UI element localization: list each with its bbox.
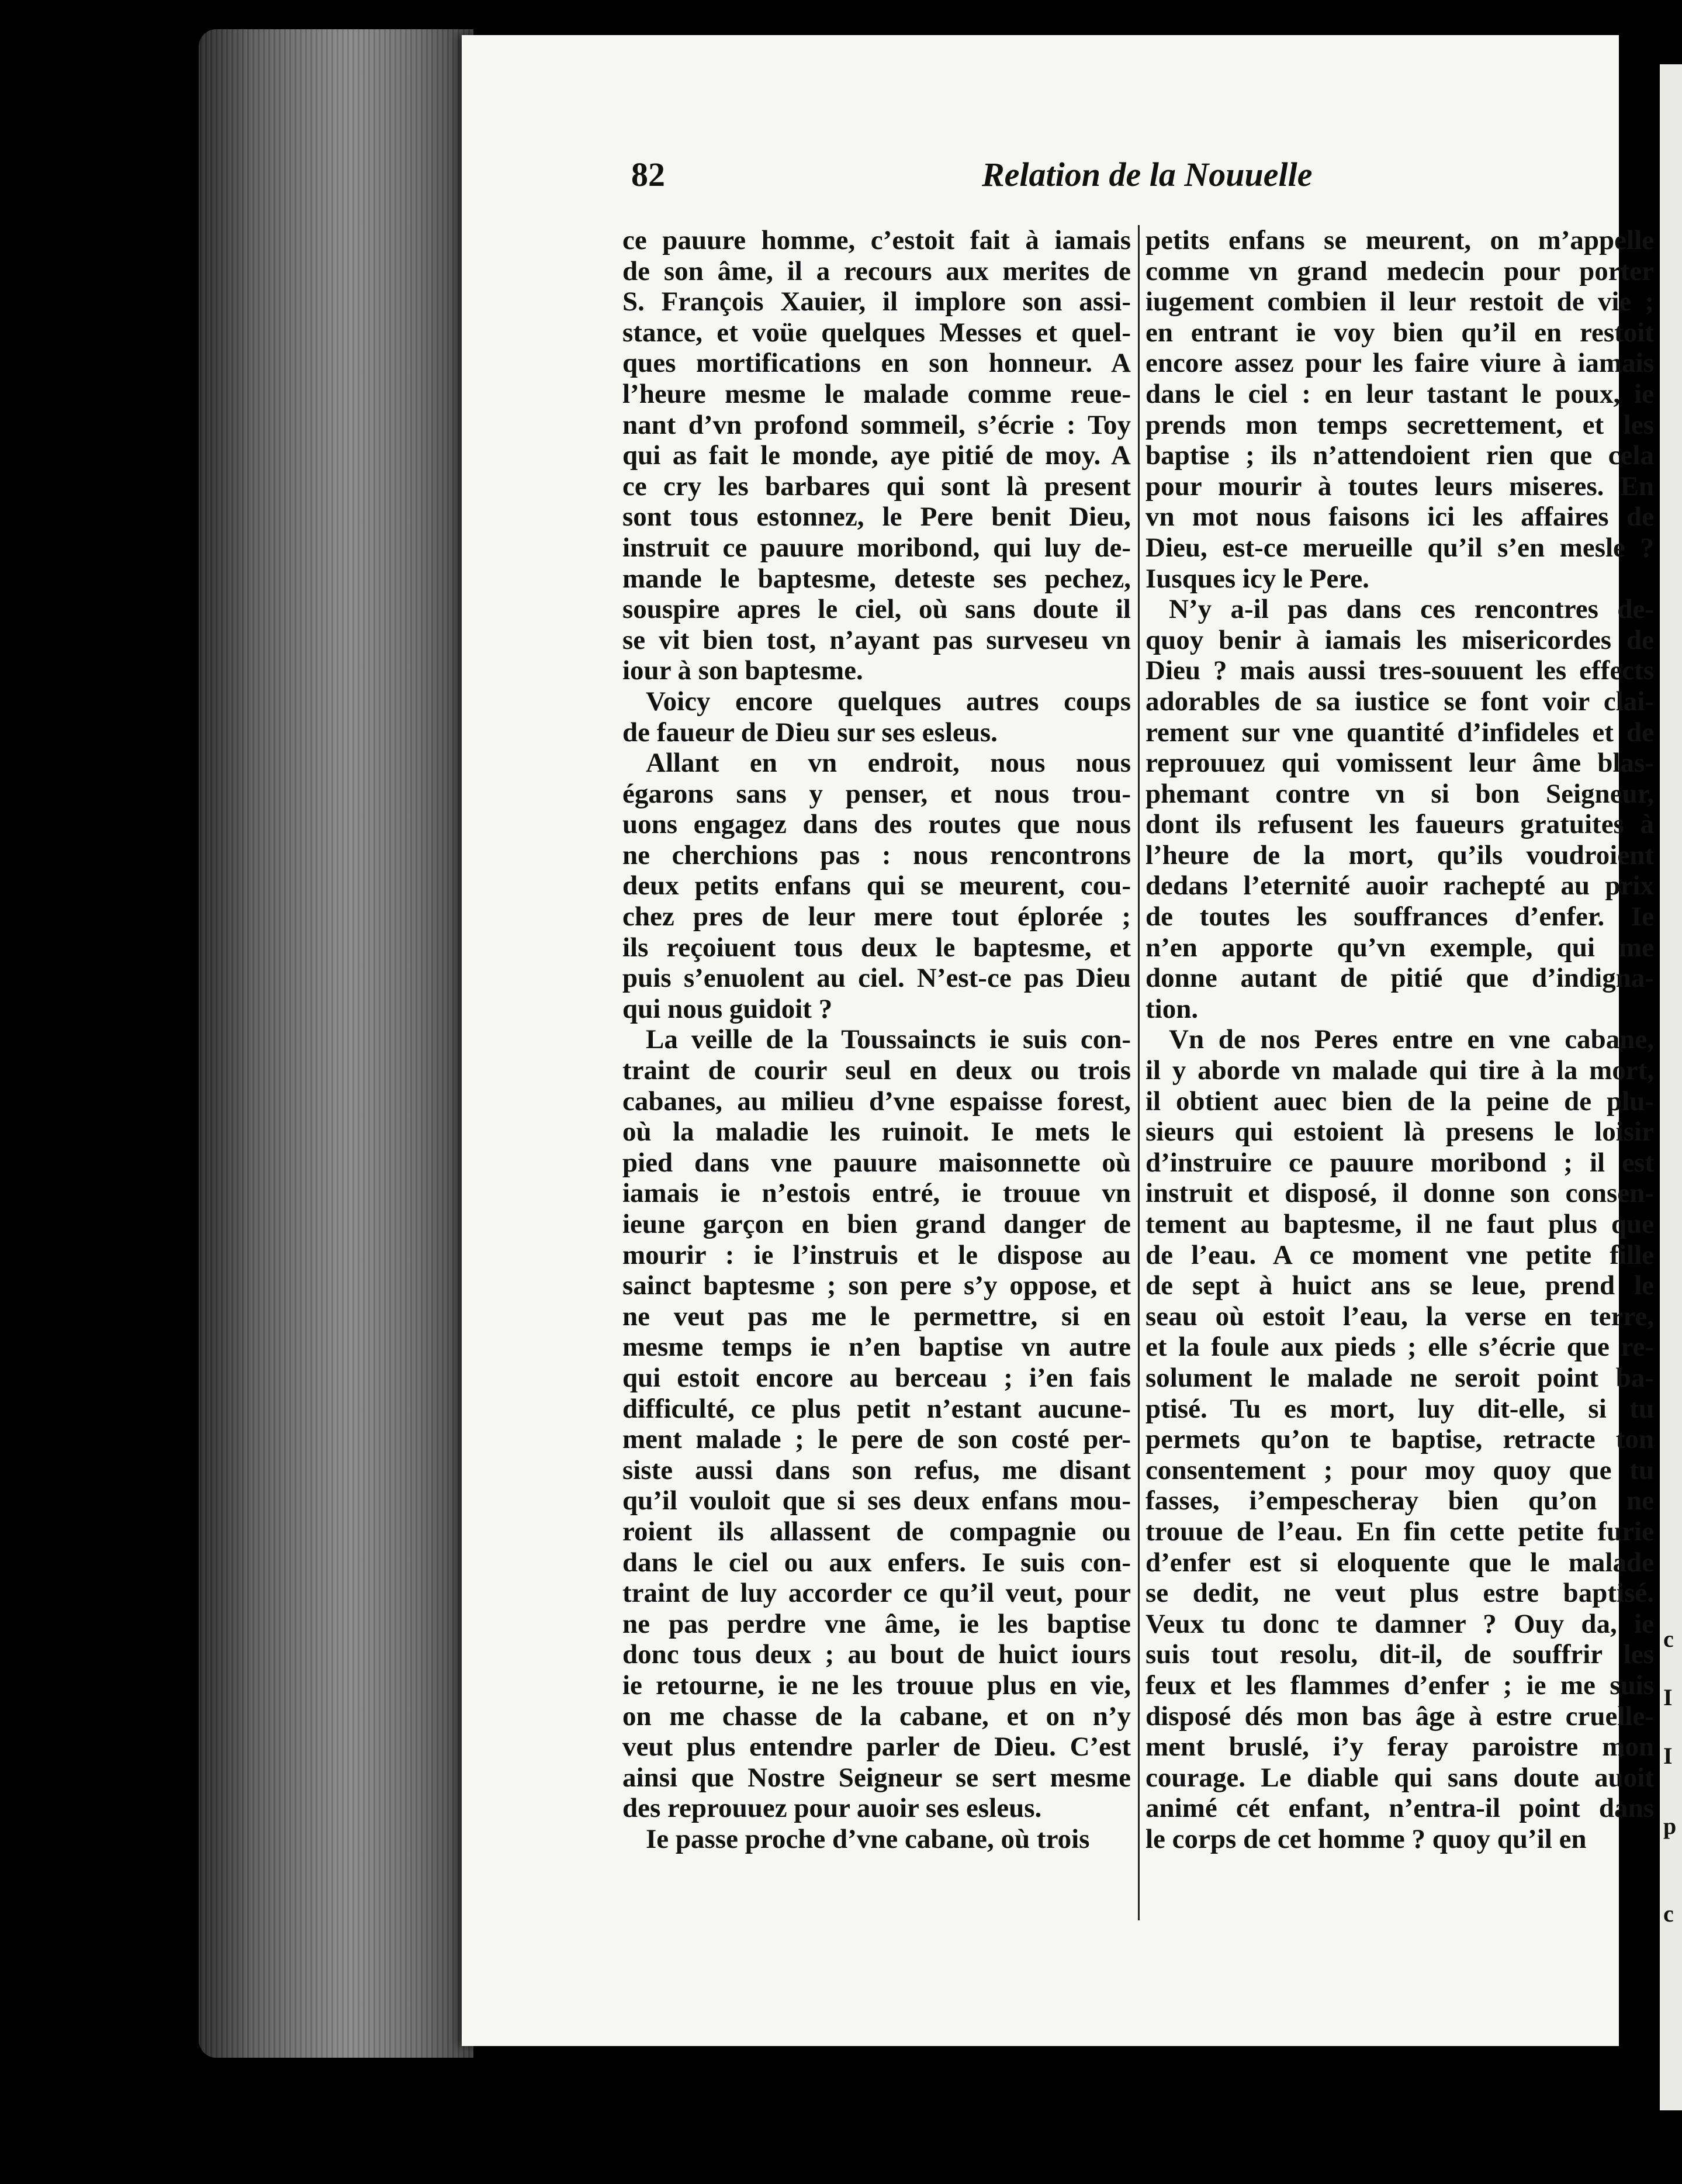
text-line: Allant en vn endroit, nous nous xyxy=(646,748,1131,779)
text-line: baptise ; ils n’attendoient rien que cela xyxy=(1145,440,1654,471)
text-line: égarons sans y penser, et nous trou- xyxy=(622,778,1131,809)
text-line: quoy benir à iamais les misericordes de xyxy=(1145,624,1654,655)
text-line: mande le baptesme, deteste ses pechez, xyxy=(622,563,1131,594)
text-line: disposé dés mon bas âge à estre cruelle- xyxy=(1145,1701,1654,1732)
text-line: petits enfans se meurent, on m’appelle xyxy=(1145,225,1654,255)
adjacent-fragment: c xyxy=(1663,1900,1674,1927)
text-line: trouue de l’eau. En fin cette petite furie xyxy=(1145,1516,1654,1547)
text-line: instruit et disposé, il donne son consen- xyxy=(1145,1178,1654,1209)
text-line: vn mot nous faisons ici les affaires de xyxy=(1145,502,1654,533)
text-line: d’instruire ce pauure moribond ; il est xyxy=(1145,1147,1654,1178)
text-column-left xyxy=(622,225,1131,1854)
text-line: qui estoit encore au berceau ; i’en fais xyxy=(622,1362,1131,1393)
text-line: courage. Le diable qui sans doute auoit xyxy=(1145,1762,1654,1793)
text-line: consentement ; pour moy quoy que tu xyxy=(1145,1454,1654,1485)
text-column-right xyxy=(1145,225,1654,1854)
text-line: permets qu’on te baptise, retracte ton xyxy=(1145,1424,1654,1455)
text-line: qui as fait le monde, aye pitié de moy. A xyxy=(622,440,1131,471)
text-line: d’enfer est si eloquente que le malade xyxy=(1145,1547,1654,1578)
text-line: sainct baptesme ; son pere s’y oppose, et xyxy=(622,1270,1131,1301)
text-line: Vn de nos Peres entre en vne cabane, xyxy=(1169,1024,1654,1055)
text-line: de son âme, il a recours aux merites de xyxy=(622,255,1131,286)
text-line: siste aussi dans son refus, me disant xyxy=(622,1454,1131,1485)
text-line: sieurs qui estoient là presens le loisir xyxy=(1145,1117,1654,1148)
text-line: Dieu, est-ce merueille qu’il s’en mesle ? xyxy=(1145,532,1654,563)
text-line: n’en apporte qu’vn exemple, qui me xyxy=(1145,932,1654,963)
text-line: La veille de la Toussaincts ie suis con- xyxy=(646,1024,1131,1055)
text-line: stance, et voüe quelques Messes et quel- xyxy=(622,317,1131,348)
text-line: reprouuez qui vomissent leur âme blas- xyxy=(1145,748,1654,779)
text-line: tion. xyxy=(1145,993,1199,1024)
text-line: fasses, i’empescheray bien qu’on ne xyxy=(1145,1485,1654,1516)
text-line: comme vn grand medecin pour porter xyxy=(1145,255,1654,286)
text-line: ils reçoiuent tous deux le baptesme, et xyxy=(622,932,1131,963)
text-line: dedans l’eternité auoir rachepté au prix xyxy=(1145,870,1654,901)
text-line: adorables de sa iustice se font voir clai- xyxy=(1145,686,1654,717)
adjacent-fragment: p xyxy=(1663,1813,1677,1839)
text-line: l’heure mesme le malade comme reue- xyxy=(622,378,1131,409)
text-line: donc tous deux ; au bout de huict iours xyxy=(622,1639,1131,1670)
running-title: Relation de la Nouuelle xyxy=(982,155,1313,193)
text-line: tement au baptesme, il ne faut plus que xyxy=(1145,1209,1654,1239)
text-line: ment bruslé, i’y feray paroistre mon xyxy=(1145,1732,1654,1763)
text-line: l’heure de la mort, qu’ils voudroient xyxy=(1145,839,1654,870)
text-line: de toutes les souffrances d’enfer. Ie xyxy=(1145,901,1654,932)
text-line: mourir : ie l’instruis et le dispose au xyxy=(622,1239,1131,1270)
text-line: nant d’vn profond sommeil, s’écrie : Toy xyxy=(622,409,1131,440)
text-line: de l’eau. A ce moment vne petite fille xyxy=(1145,1239,1654,1270)
text-line: qu’il vouloit que si ses deux enfans mou- xyxy=(622,1485,1131,1516)
text-line: seau où estoit l’eau, la verse en terre, xyxy=(1145,1301,1654,1332)
text-line: se vit bien tost, n’ayant pas surveseu vn xyxy=(622,624,1131,655)
text-line: encore assez pour les faire viure à iamais xyxy=(1145,348,1654,379)
text-line: le corps de cet homme ? quoy qu’il en xyxy=(1145,1823,1587,1854)
text-line: ce cry les barbares qui sont là present xyxy=(622,471,1131,502)
text-line: traint de courir seul en deux ou trois xyxy=(622,1055,1131,1086)
text-line: iugement combien il leur restoit de vie ; xyxy=(1145,286,1654,317)
text-line: ptisé. Tu es mort, luy dit-elle, si tu xyxy=(1145,1393,1654,1424)
text-line: Ie passe proche d’vne cabane, où trois xyxy=(646,1823,1090,1854)
text-line: iamais ie n’estois entré, ie trouue vn xyxy=(622,1178,1131,1209)
text-line: feux et les flammes d’enfer ; ie me suis xyxy=(1145,1670,1654,1701)
text-line: où la maladie les ruinoit. Ie mets le xyxy=(622,1117,1131,1148)
text-line: veut plus entendre parler de Dieu. C’est xyxy=(622,1732,1131,1763)
text-line: ne pas perdre vne âme, ie les baptise xyxy=(622,1608,1131,1639)
text-line: ne cherchions pas : nous rencontrons xyxy=(622,839,1131,870)
text-line: puis s’enuolent au ciel. N’est-ce pas Dieu xyxy=(622,963,1131,994)
text-line: donne autant de pitié que d’indigna- xyxy=(1145,963,1654,994)
text-line: ce pauure homme, c’estoit fait à iamais xyxy=(622,225,1131,255)
text-line: animé cét enfant, n’entra-il point dans xyxy=(1145,1793,1654,1824)
text-line: de faueur de Dieu sur ses esleus. xyxy=(622,717,998,748)
text-line: en entrant ie voy bien qu’il en restoit xyxy=(1145,317,1654,348)
text-line: dont ils refusent les faueurs gratuites à xyxy=(1145,809,1654,840)
text-line: dans le ciel : en leur tastant le poux, ie xyxy=(1145,378,1654,409)
column-divider xyxy=(1138,225,1140,1920)
text-line: instruit ce pauure moribond, qui luy de- xyxy=(622,532,1131,563)
text-line: se dedit, ne veut plus estre baptisé. xyxy=(1145,1578,1654,1609)
adjacent-page-strip xyxy=(1660,64,1682,2110)
text-line: Dieu ? mais aussi tres-souuent les effects xyxy=(1145,655,1654,686)
text-line: ie retourne, ie ne les trouue plus en vie, xyxy=(622,1670,1131,1701)
text-line: ment malade ; le pere de son costé per- xyxy=(622,1424,1131,1455)
text-line: phemant contre vn si bon Seigneur, xyxy=(1145,778,1654,809)
text-line: souspire apres le ciel, où sans doute il xyxy=(622,594,1131,625)
text-line: Iusques icy le Pere. xyxy=(1145,563,1369,594)
text-line: des reprouuez pour auoir ses esleus. xyxy=(622,1793,1042,1824)
text-line: ainsi que Nostre Seigneur se sert mesme xyxy=(622,1762,1131,1793)
adjacent-fragment: I xyxy=(1663,1743,1673,1769)
text-line: il obtient auec bien de la peine de plu- xyxy=(1145,1086,1654,1117)
text-line: N’y a-il pas dans ces rencontres de- xyxy=(1169,594,1654,625)
text-line: mesme temps ie n’en baptise vn autre xyxy=(622,1332,1131,1363)
text-line: deux petits enfans qui se meurent, cou- xyxy=(622,870,1131,901)
text-line: cabanes, au milieu d’vne espaisse forest, xyxy=(622,1086,1131,1117)
text-line: difficulté, ce plus petit n’estant aucune- xyxy=(622,1393,1131,1424)
text-line: ne veut pas me le permettre, si en xyxy=(622,1301,1131,1332)
text-line: roient ils allassent de compagnie ou xyxy=(622,1516,1131,1547)
text-line: S. François Xauier, il implore son assi- xyxy=(622,286,1131,317)
running-header xyxy=(631,155,1682,196)
text-line: on me chasse de la cabane, et on n’y xyxy=(622,1701,1131,1732)
text-line: traint de luy accorder ce qu’il veut, pour xyxy=(622,1578,1131,1609)
text-line: Veux tu donc te damner ? Ouy da, ie xyxy=(1145,1608,1654,1639)
text-line: sont tous estonnez, le Pere benit Dieu, xyxy=(622,502,1131,533)
text-line: iour à son baptesme. xyxy=(622,655,863,686)
text-line: de sept à huict ans se leue, prend le xyxy=(1145,1270,1654,1301)
text-line: Voicy encore quelques autres coups xyxy=(646,686,1131,717)
text-line: pied dans vne pauure maisonnette où xyxy=(622,1147,1131,1178)
adjacent-fragment: c xyxy=(1663,1626,1674,1652)
text-line: chez pres de leur mere tout éplorée ; xyxy=(622,901,1131,932)
book-page-edges xyxy=(199,29,473,2058)
text-line: il y aborde vn malade qui tire à la mort, xyxy=(1145,1055,1654,1086)
adjacent-fragment: I xyxy=(1663,1684,1673,1710)
text-line: qui nous guidoit ? xyxy=(622,993,833,1024)
text-line: suis tout resolu, dit-il, de souffrir les xyxy=(1145,1639,1654,1670)
text-line: et la foule aux pieds ; elle s’écrie que re- xyxy=(1145,1332,1654,1363)
text-line: dans le ciel ou aux enfers. Ie suis con- xyxy=(622,1547,1131,1578)
text-line: ieune garçon en bien grand danger de xyxy=(622,1209,1131,1239)
text-line: prends mon temps secrettement, et les xyxy=(1145,409,1654,440)
text-line: solument le malade ne seroit point ba- xyxy=(1145,1362,1654,1393)
text-line: rement sur vne quantité d’infideles et de xyxy=(1145,717,1654,748)
text-line: pour mourir à toutes leurs miseres. En xyxy=(1145,471,1654,502)
page-number: 82 xyxy=(631,155,665,193)
text-line: uons engagez dans des routes que nous xyxy=(622,809,1131,840)
text-line: ques mortifications en son honneur. A xyxy=(622,348,1131,379)
